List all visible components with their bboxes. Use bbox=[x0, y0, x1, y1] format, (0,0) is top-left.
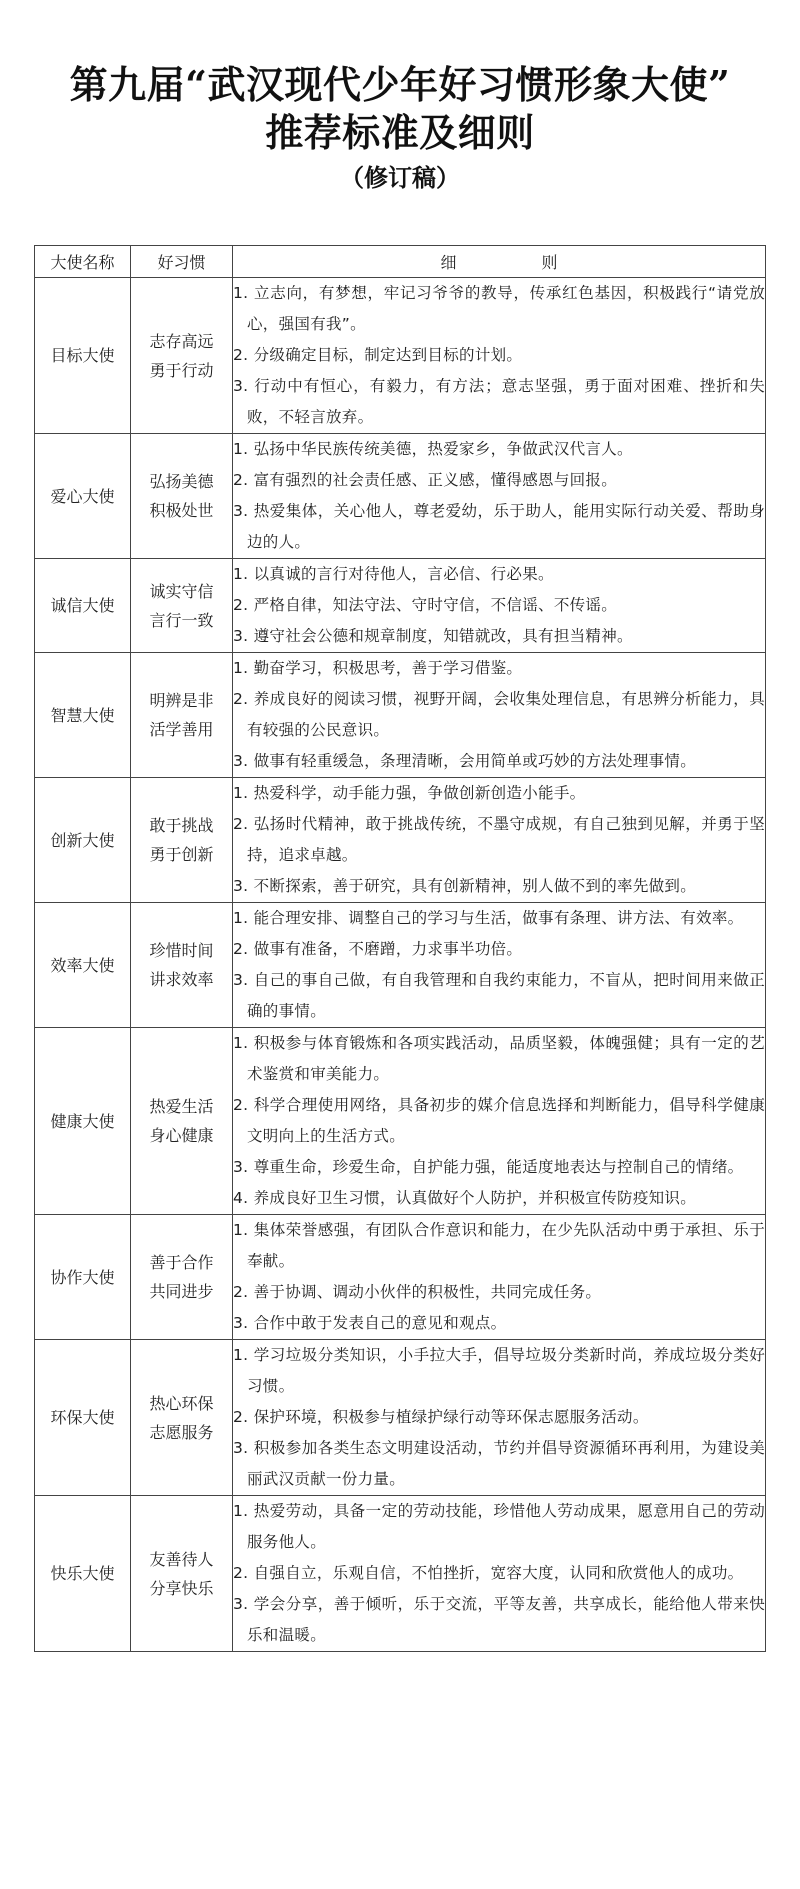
good-habit-line: 敢于挑战 bbox=[149, 816, 214, 835]
good-habit-line: 活学善用 bbox=[149, 720, 214, 739]
good-habit-line: 弘扬美德 bbox=[149, 472, 214, 491]
good-habit-cell bbox=[131, 278, 233, 434]
good-habit-line: 善于合作 bbox=[149, 1253, 214, 1272]
table-row bbox=[35, 434, 766, 559]
detail-item: 1. 学习垃圾分类知识，小手拉大手，倡导垃圾分类新时尚，养成垃圾分类好习惯。 bbox=[233, 1346, 765, 1395]
details-cell bbox=[233, 1215, 766, 1340]
good-habit-cell bbox=[131, 559, 233, 653]
good-habit-line: 积极处世 bbox=[149, 501, 214, 520]
good-habit-line: 友善待人 bbox=[149, 1549, 214, 1569]
detail-item: 3. 做事有轻重缓急，条理清晰，会用简单或巧妙的方法处理事情。 bbox=[233, 752, 697, 770]
good-habit-line: 志愿服务 bbox=[149, 1422, 214, 1442]
header-details: 细 则 bbox=[233, 246, 766, 278]
good-habit-line: 讲求效率 bbox=[149, 970, 214, 989]
detail-item: 1. 以真诚的言行对待他人，言必信、行必果。 bbox=[233, 565, 554, 583]
detail-item: 3. 尊重生命，珍爱生命，自护能力强，能适度地表达与控制自己的情绪。 bbox=[233, 1158, 744, 1176]
table-header-row bbox=[35, 246, 766, 278]
good-habit-cell bbox=[131, 778, 233, 903]
details-cell bbox=[233, 1496, 766, 1652]
ambassador-name: 快乐大使 bbox=[35, 1496, 131, 1652]
detail-item: 3. 不断探索，善于研究，具有创新精神，别人做不到的率先做到。 bbox=[233, 877, 697, 895]
ambassador-name: 创新大使 bbox=[35, 778, 131, 903]
detail-item: 1. 集体荣誉感强，有团队合作意识和能力，在少先队活动中勇于承担、乐于奉献。 bbox=[233, 1221, 765, 1270]
table-row bbox=[35, 778, 766, 903]
ambassador-name: 诚信大使 bbox=[35, 559, 131, 653]
detail-item: 2. 养成良好的阅读习惯，视野开阔，会收集处理信息，有思辨分析能力，具有较强的公民意识。 bbox=[233, 690, 765, 739]
detail-item: 4. 养成良好卫生习惯，认真做好个人防护，并积极宣传防疫知识。 bbox=[233, 1189, 697, 1207]
table-row bbox=[35, 903, 766, 1028]
details-cell bbox=[233, 1028, 766, 1215]
good-habit-cell bbox=[131, 1496, 233, 1652]
ambassador-name: 效率大使 bbox=[35, 903, 131, 1028]
table-row bbox=[35, 1496, 766, 1652]
detail-item: 2. 严格自律，知法守法、守时守信，不信谣、不传谣。 bbox=[233, 596, 618, 614]
ambassador-name: 目标大使 bbox=[35, 278, 131, 434]
detail-item: 1. 能合理安排、调整自己的学习与生活，做事有条理、讲方法、有效率。 bbox=[233, 909, 744, 927]
table-row bbox=[35, 653, 766, 778]
details-cell bbox=[233, 278, 766, 434]
table-row bbox=[35, 559, 766, 653]
good-habit-line: 热爱生活 bbox=[149, 1097, 214, 1116]
good-habit-line: 热心环保 bbox=[149, 1393, 214, 1413]
good-habit-line: 明辨是非 bbox=[149, 691, 214, 710]
detail-item: 1. 弘扬中华民族传统美德，热爱家乡，争做武汉代言人。 bbox=[233, 440, 633, 458]
document-title: 第九届“武汉现代少年好习惯形象大使” bbox=[69, 62, 731, 107]
detail-item: 3. 遵守社会公德和规章制度，知错就改，具有担当精神。 bbox=[233, 627, 633, 645]
details-cell bbox=[233, 1340, 766, 1496]
detail-item: 3. 热爱集体，关心他人，尊老爱幼，乐于助人，能用实际行动关爱、帮助身边的人。 bbox=[233, 502, 765, 551]
header-ambassador-name: 大使名称 bbox=[35, 246, 131, 278]
details-cell bbox=[233, 559, 766, 653]
good-habit-cell bbox=[131, 1340, 233, 1496]
detail-item: 2. 弘扬时代精神，敢于挑战传统，不墨守成规，有自己独到见解，并勇于坚持，追求卓越。 bbox=[233, 815, 765, 864]
good-habit-cell bbox=[131, 903, 233, 1028]
good-habit-line: 言行一致 bbox=[149, 610, 214, 630]
details-cell bbox=[233, 903, 766, 1028]
standards-table bbox=[34, 245, 766, 1652]
details-cell bbox=[233, 434, 766, 559]
detail-item: 3. 行动中有恒心，有毅力，有方法；意志坚强，勇于面对困难、挫折和失败，不轻言放弃。 bbox=[233, 377, 765, 426]
details-cell bbox=[233, 778, 766, 903]
good-habit-cell bbox=[131, 1215, 233, 1340]
good-habit-line: 勇于行动 bbox=[149, 360, 214, 380]
detail-item: 1. 勤奋学习，积极思考，善于学习借鉴。 bbox=[233, 659, 523, 677]
revision-note: （修订稿） bbox=[340, 163, 460, 192]
detail-item: 2. 富有强烈的社会责任感、正义感，懂得感恩与回报。 bbox=[233, 471, 618, 489]
good-habit-cell bbox=[131, 1028, 233, 1215]
detail-item: 2. 做事有准备，不磨蹭，力求事半功倍。 bbox=[233, 940, 523, 958]
detail-item: 2. 善于协调、调动小伙伴的积极性，共同完成任务。 bbox=[233, 1283, 602, 1301]
detail-item: 2. 保护环境，积极参与植绿护绿行动等环保志愿服务活动。 bbox=[233, 1408, 649, 1426]
ambassador-name: 环保大使 bbox=[35, 1340, 131, 1496]
detail-item: 3. 合作中敢于发表自己的意见和观点。 bbox=[233, 1314, 507, 1332]
table-row bbox=[35, 1340, 766, 1496]
good-habit-line: 身心健康 bbox=[149, 1126, 214, 1145]
good-habit-cell bbox=[131, 434, 233, 559]
detail-item: 1. 积极参与体育锻炼和各项实践活动，品质坚毅，体魄强健；具有一定的艺术鉴赏和审美能力。 bbox=[233, 1034, 765, 1083]
good-habit-line: 勇于创新 bbox=[149, 845, 214, 864]
good-habit-line: 分享快乐 bbox=[149, 1578, 214, 1598]
detail-item: 2. 自强自立，乐观自信，不怕挫折，宽容大度，认同和欣赏他人的成功。 bbox=[233, 1564, 744, 1582]
detail-item: 1. 热爱劳动，具备一定的劳动技能，珍惜他人劳动成果，愿意用自己的劳动服务他人。 bbox=[233, 1502, 765, 1551]
table-row bbox=[35, 278, 766, 434]
detail-item: 2. 科学合理使用网络，具备初步的媒介信息选择和判断能力，倡导科学健康文明向上的生活方式。 bbox=[233, 1096, 765, 1145]
detail-item: 2. 分级确定目标，制定达到目标的计划。 bbox=[233, 346, 523, 364]
detail-item: 3. 自己的事自己做，有自我管理和自我约束能力，不盲从，把时间用来做正确的事情。 bbox=[233, 971, 765, 1020]
ambassador-name: 协作大使 bbox=[35, 1215, 131, 1340]
ambassador-name: 爱心大使 bbox=[35, 434, 131, 559]
ambassador-name: 健康大使 bbox=[35, 1028, 131, 1215]
detail-item: 3. 学会分享，善于倾听，乐于交流，平等友善，共享成长，能给他人带来快乐和温暖。 bbox=[233, 1595, 765, 1644]
ambassador-name: 智慧大使 bbox=[35, 653, 131, 778]
header-good-habit: 好习惯 bbox=[131, 246, 233, 278]
document-subtitle: 推荐标准及细则 bbox=[265, 110, 535, 155]
good-habit-cell bbox=[131, 653, 233, 778]
table-body bbox=[35, 278, 766, 1652]
detail-item: 1. 热爱科学，动手能力强，争做创新创造小能手。 bbox=[233, 784, 586, 802]
detail-item: 3. 积极参加各类生态文明建设活动，节约并倡导资源循环再利用，为建设美丽武汉贡献一份力量。 bbox=[233, 1439, 765, 1488]
detail-item: 1. 立志向，有梦想，牢记习爷爷的教导，传承红色基因，积极践行“请党放心，强国有我”。 bbox=[233, 284, 765, 333]
details-cell bbox=[233, 653, 766, 778]
good-habit-line: 共同进步 bbox=[149, 1282, 214, 1301]
table-row bbox=[35, 1028, 766, 1215]
good-habit-line: 诚实守信 bbox=[149, 581, 214, 601]
table-row bbox=[35, 1215, 766, 1340]
good-habit-line: 志存高远 bbox=[149, 331, 214, 351]
good-habit-line: 珍惜时间 bbox=[149, 941, 214, 960]
